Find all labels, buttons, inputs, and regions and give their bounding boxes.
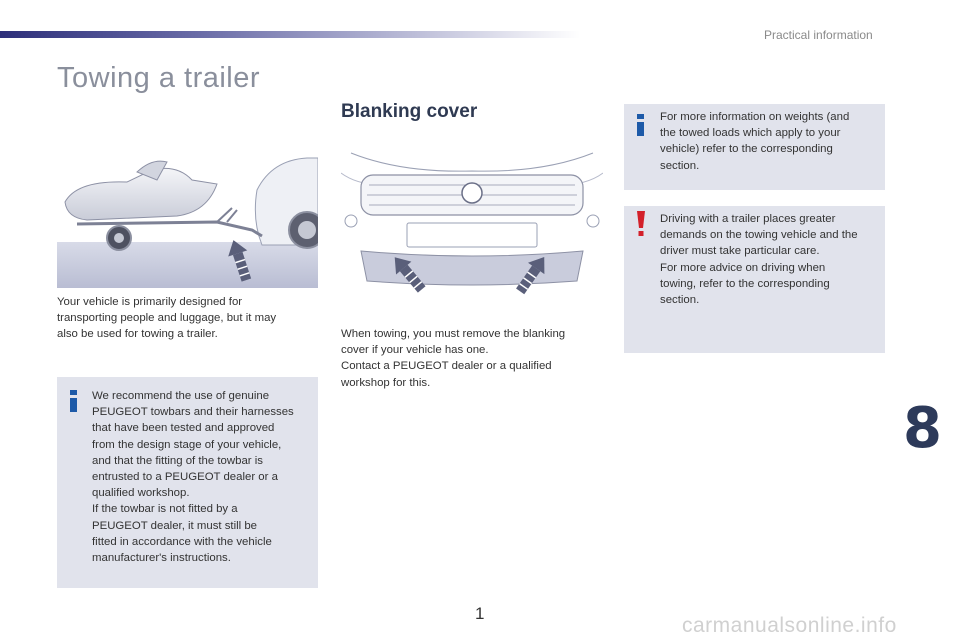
blanking-cover-illustration (341, 133, 603, 298)
page-title: Towing a trailer (57, 62, 261, 94)
info-icon (68, 390, 80, 412)
towbar-info-text: We recommend the use of genuine PEUGEOT towbars and their harnesses that have been tested and approved from the design stage of your vehicle, and that the fitting of the towbar is entrusted to a PEUGEOT dealer or a qualified workshop. If the towbar is not fitted by a PEUGEOT dealer, it must still be fitted in accordance with the vehicle manufacturer's instructions. (92, 390, 294, 565)
exclamation-icon (636, 211, 646, 237)
intro-text: Your vehicle is primarily designed for transporting people and luggage, but it may also be used for towing a trailer. (57, 296, 277, 341)
blanking-cover-heading: Blanking cover (341, 101, 478, 122)
page-number: 1 (475, 604, 485, 623)
blanking-cover-text: When towing, you must remove the blanking cover if your vehicle has one. Contact a PEUGEOT dealer or a qualified workshop for this. (341, 328, 566, 389)
driving-warning-text: Driving with a trailer places greater demands on the towing vehicle and the driver must take particular care. For more advice on driving when towing, refer to the corresponding section. (660, 213, 858, 307)
section-label: Practical information (764, 28, 873, 42)
info-icon (635, 114, 647, 136)
header-gradient-bar (0, 31, 580, 38)
watermark: carmanualsonline.info (682, 614, 897, 637)
weights-info-text: For more information on weights (and the towed loads which apply to your vehicle) refer to the corresponding section. (660, 111, 850, 172)
chapter-number: 8 (903, 396, 942, 461)
towing-illustration (57, 150, 318, 288)
